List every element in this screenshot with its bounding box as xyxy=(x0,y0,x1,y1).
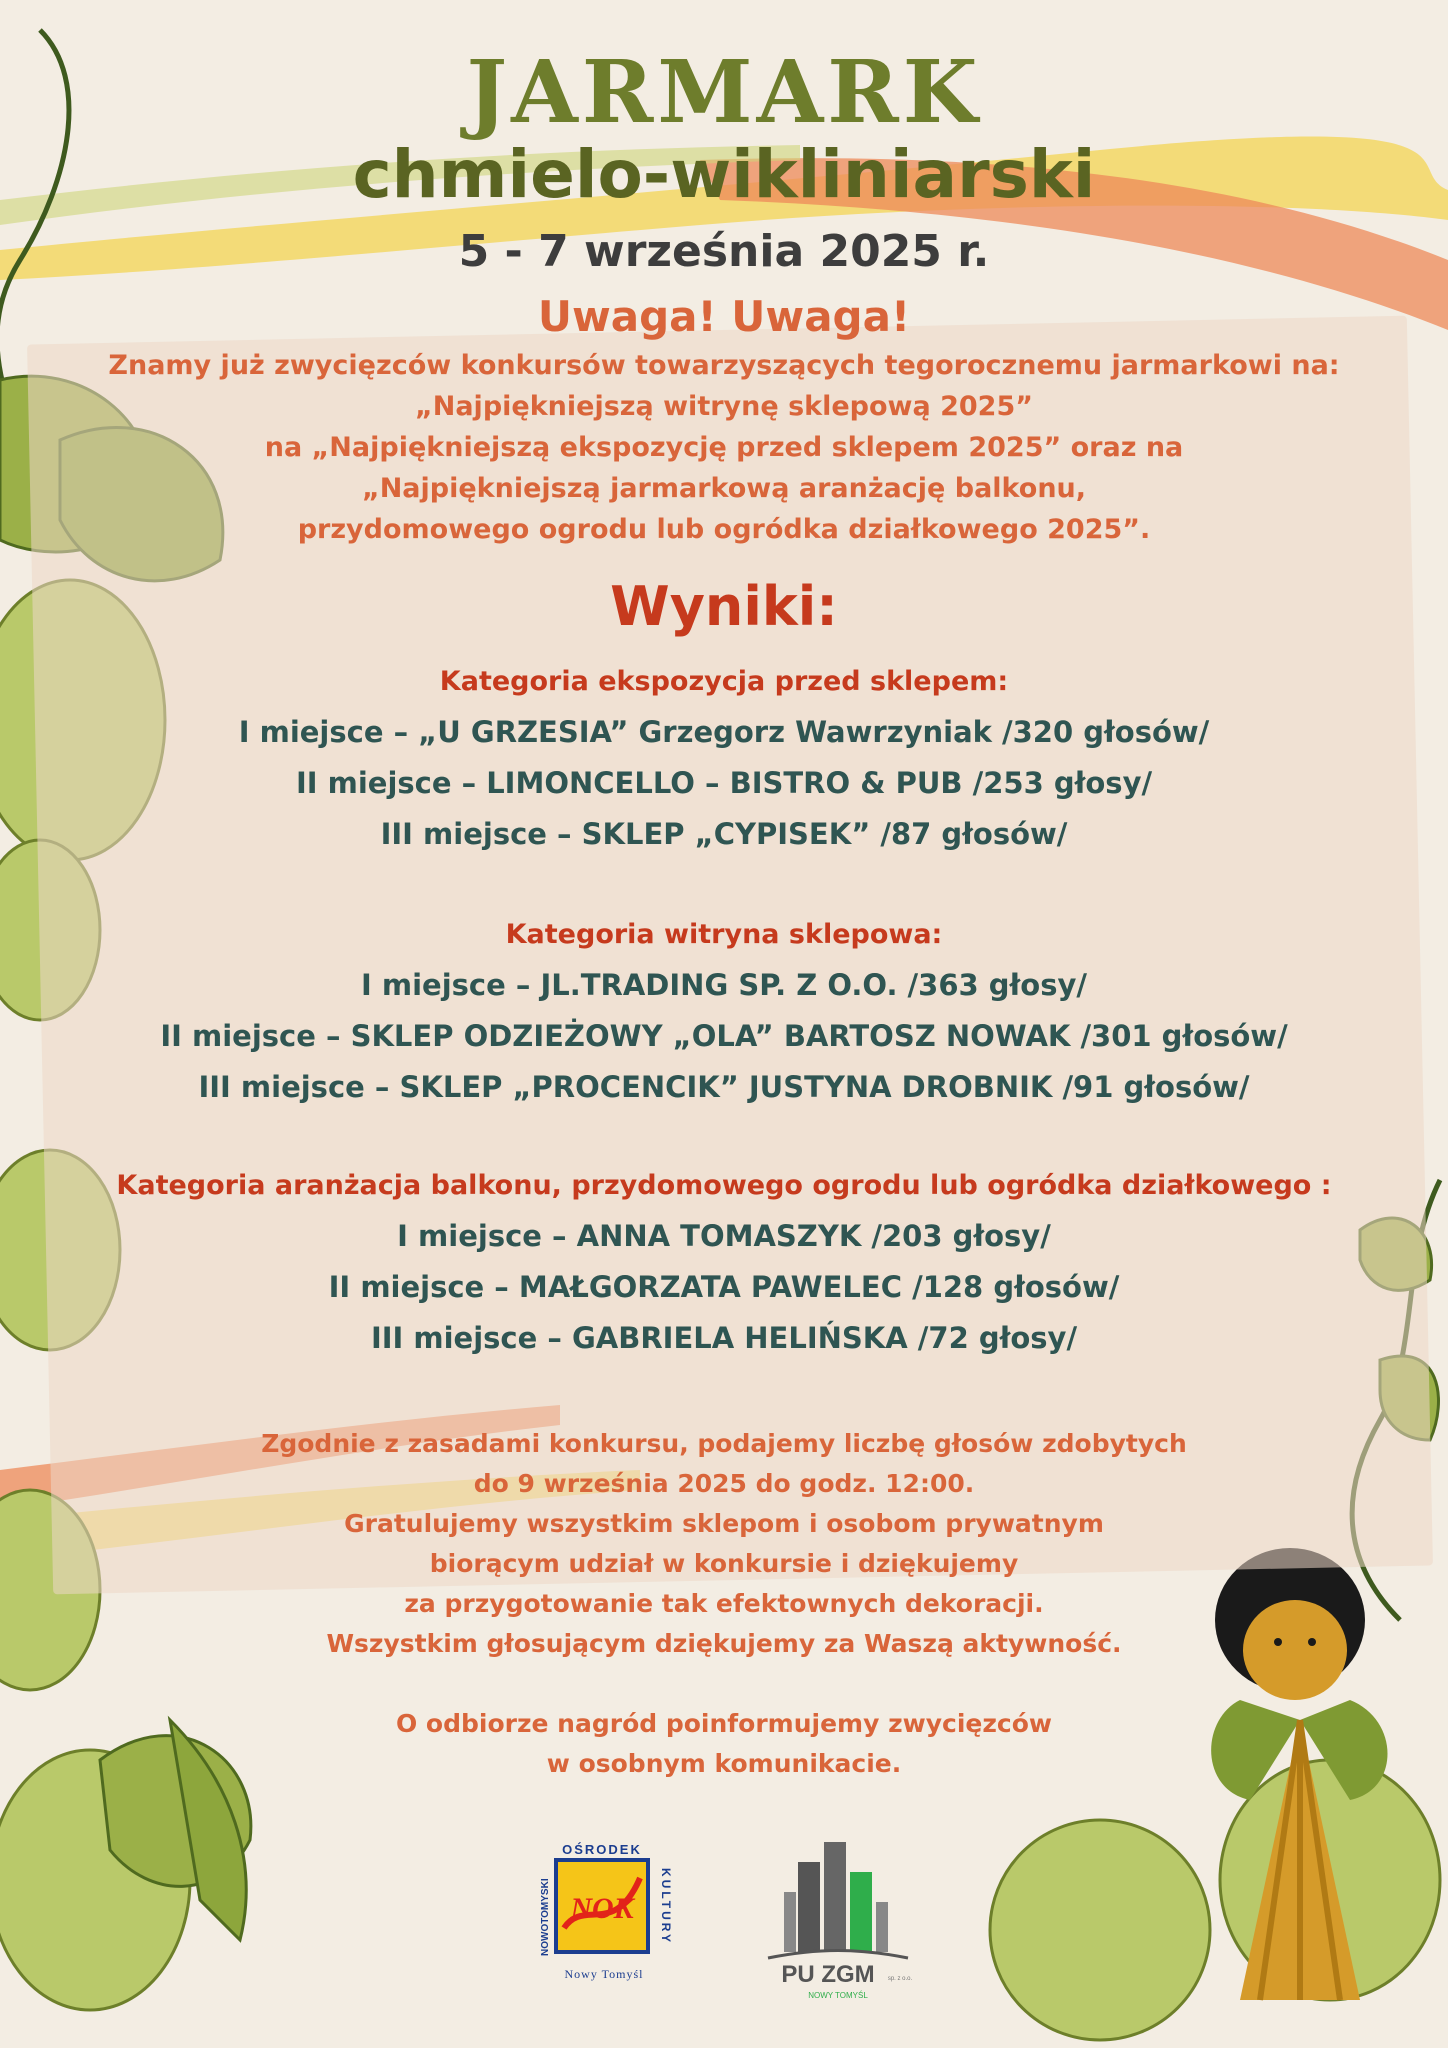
category-balcony-garden xyxy=(0,1160,1448,1364)
closing-line: do 9 września 2025 do godz. 12:00. xyxy=(473,1469,975,1498)
category-shop-window xyxy=(0,909,1448,1113)
second-place: II miejsce – SKLEP ODZIEŻOWY „OLA” BARTOSZ NOWAK /301 głosów/ xyxy=(160,1019,1288,1053)
nok-logo-right: KULTURY xyxy=(659,1868,673,1945)
closing-line: Wszystkim głosującym dziękujemy za Waszą aktywność. xyxy=(326,1629,1122,1658)
zgm-logo-city: NOWY TOMYŚL xyxy=(808,1991,868,2000)
event-date: 5 - 7 września 2025 r. xyxy=(458,226,990,277)
nok-logo-top: OŚRODEK xyxy=(562,1842,642,1857)
intro-line: na „Najpiękniejszą ekspozycję przed sklepem 2025” oraz na xyxy=(264,432,1184,463)
closing-text xyxy=(0,1424,1448,1784)
prize-info-line: w osobnym komunikacie. xyxy=(546,1749,902,1778)
nok-logo-left: NOWOTOMYSKI xyxy=(540,1878,551,1956)
category-storefront-exposition xyxy=(0,656,1448,860)
event-subtitle: chmielo-wikliniarski xyxy=(352,136,1096,213)
prize-info-line: O odbiorze nagród poinformujemy zwycięzców xyxy=(395,1709,1053,1738)
zgm-logo-name: PU ZGM xyxy=(781,1961,875,1988)
attention-heading: Uwaga! Uwaga! xyxy=(537,292,911,341)
closing-line: Gratulujemy wszystkim sklepom i osobom prywatnym xyxy=(344,1509,1104,1538)
first-place: I miejsce – JL.TRADING SP. Z O.O. /363 głosy/ xyxy=(361,968,1087,1002)
zgm-logo xyxy=(748,1822,928,2002)
results-heading: Wyniki: xyxy=(610,575,838,638)
third-place: III miejsce – SKLEP „PROCENCIK” JUSTYNA DROBNIK /91 głosów/ xyxy=(198,1070,1250,1104)
second-place: II miejsce – MAŁGORZATA PAWELEC /128 głosów/ xyxy=(328,1270,1120,1304)
third-place: III miejsce – SKLEP „CYPISEK” /87 głosów/ xyxy=(380,817,1068,851)
nok-logo-bottom: Nowy Tomyśl xyxy=(564,1967,644,1981)
intro-line: „Najpiękniejszą jarmarkową aranżację balkonu, xyxy=(361,473,1087,504)
closing-line: biorącym udział w konkursie i dziękujemy xyxy=(429,1549,1019,1578)
page-title: JARMARK xyxy=(466,42,982,143)
intro-text xyxy=(0,345,1448,550)
nok-logo xyxy=(534,1838,674,1998)
zgm-logo-suffix: sp. z o.o. xyxy=(887,1976,913,1982)
intro-line: Znamy już zwycięzców konkursów towarzyszących tegorocznemu jarmarkowi na: xyxy=(108,350,1340,381)
first-place: I miejsce – ANNA TOMASZYK /203 głosy/ xyxy=(397,1219,1051,1253)
intro-line: „Najpiękniejszą witrynę sklepową 2025” xyxy=(415,391,1033,422)
category-title: Kategoria aranżacja balkonu, przydomowego ogrodu lub ogródka działkowego : xyxy=(116,1170,1332,1201)
building-icon xyxy=(784,1842,888,1952)
first-place: I miejsce – „U GRZESIA” Grzegorz Wawrzyniak /320 głosów/ xyxy=(238,715,1210,749)
category-title: Kategoria ekspozycja przed sklepem: xyxy=(439,666,1009,697)
nok-logo-center: NOK xyxy=(570,1892,634,1925)
closing-line: Zgodnie z zasadami konkursu, podajemy liczbę głosów zdobytych xyxy=(261,1429,1187,1458)
category-title: Kategoria witryna sklepowa: xyxy=(505,919,943,950)
closing-line: za przygotowanie tak efektownych dekoracji. xyxy=(404,1589,1044,1618)
second-place: II miejsce – LIMONCELLO – BISTRO & PUB /253 głosy/ xyxy=(295,766,1153,800)
third-place: III miejsce – GABRIELA HELIŃSKA /72 głosy/ xyxy=(370,1321,1078,1355)
intro-line: przydomowego ogrodu lub ogródka działkowego 2025”. xyxy=(297,514,1151,545)
